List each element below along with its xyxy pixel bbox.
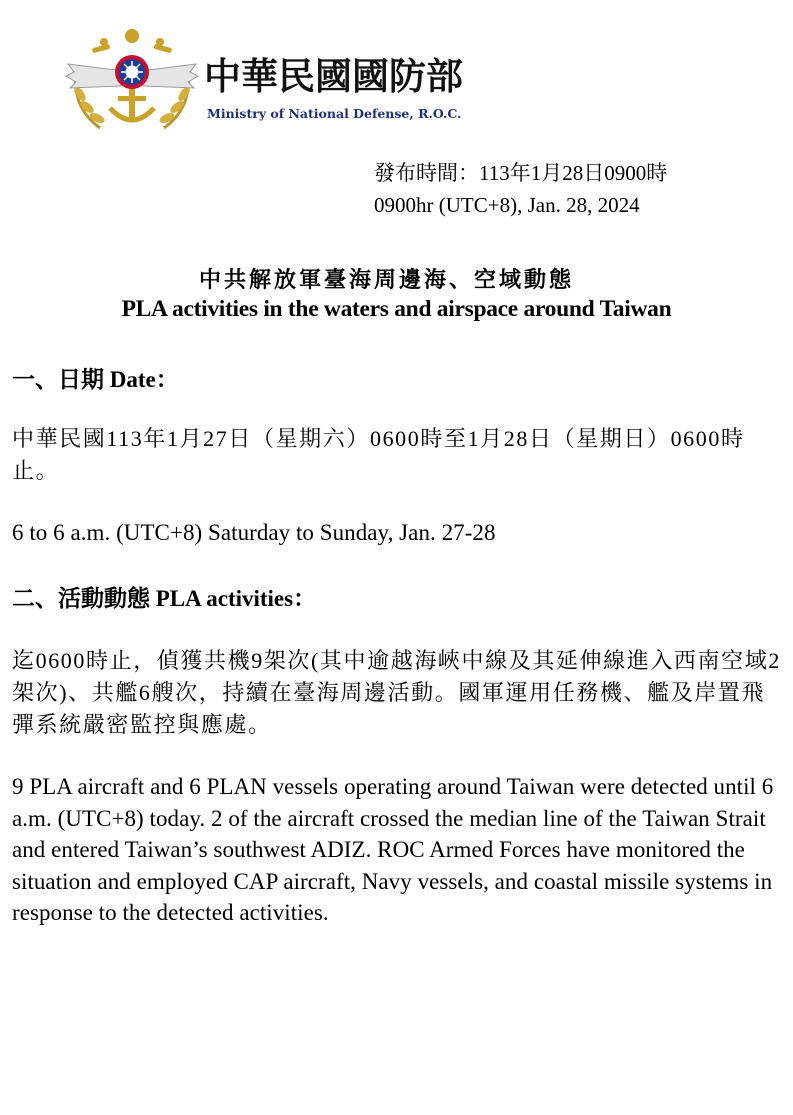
section-heading-activities: 二、活動動態 PLA activities： <box>12 586 317 611</box>
document-title-chinese: 中共解放軍臺海周邊海、空域動態 <box>198 267 574 292</box>
release-time-english: 0900hr (UTC+8), Jan. 28, 2024 <box>374 193 640 217</box>
date-paragraph-chinese: 中華民國113年1月27日（星期六）0600時至1月28日（星期日）0600時止。 <box>12 426 745 483</box>
document-title-english: PLA activities in the waters and airspace around Taiwan <box>121 296 672 322</box>
activities-paragraph-english: 9 PLA aircraft and 6 PLAN vessels operating around Taiwan were detected until 6 a.m. (UTC+8) today. 2 of the aircraft crossed the median line of the Taiwan Strait and entered Taiwan’s southwest ADIZ. ROC Armed Forces have monitored the situation and employed CAP aircraft, Navy vessels, and coastal missile systems in response to the detected activities. <box>12 774 774 925</box>
release-time <box>374 157 667 221</box>
mnd-emblem-icon <box>62 28 202 140</box>
ministry-name-english: Ministry of National Defense, R.O.C. <box>207 106 462 121</box>
section-heading-date: 一、日期 Date： <box>12 367 179 392</box>
activities-paragraph-chinese: 迄0600時止，偵獲共機9架次(其中逾越海峽中線及其延伸線進入西南空域2架次)、共艦6艘次，持續在臺海周邊活動。國軍運用任務機、艦及岸置飛彈系統嚴密監控與應處。 <box>12 648 781 737</box>
document-header <box>62 28 522 148</box>
date-paragraph-english: 6 to 6 a.m. (UTC+8) Saturday to Sunday, Jan. 27-28 <box>12 520 496 545</box>
release-time-chinese: 發布時間：113年1月28日0900時 <box>374 161 668 185</box>
ministry-name-chinese: 中華民國國防部 <box>204 55 463 98</box>
